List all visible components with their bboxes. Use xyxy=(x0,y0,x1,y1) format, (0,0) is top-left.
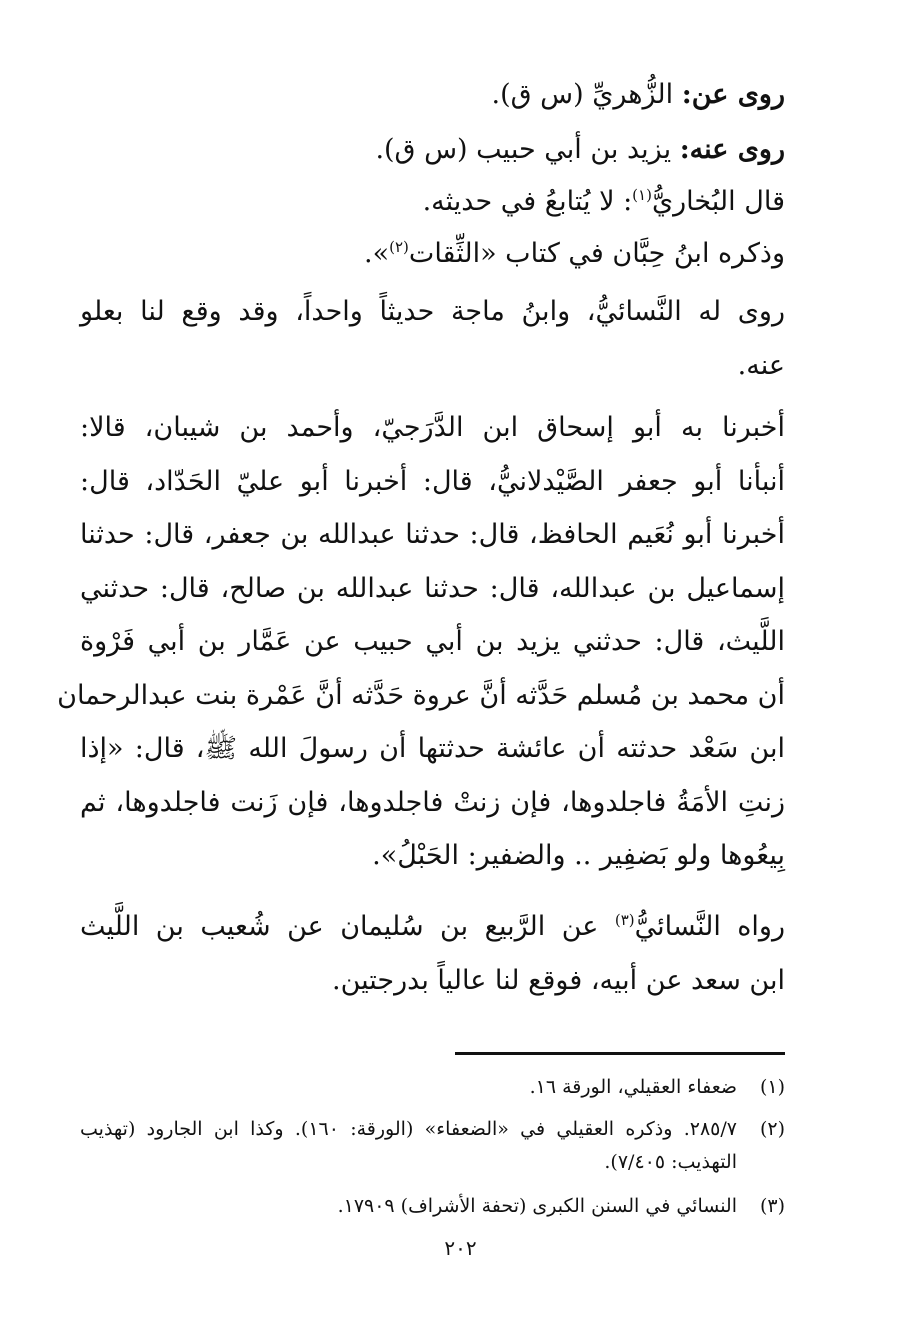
narrated-by-line xyxy=(375,130,785,170)
footnote-line: ضعفاء العقيلي، الورقة ١٦. xyxy=(529,1076,737,1098)
bukhari-line xyxy=(423,182,785,222)
hadith-line: اللَّيث، قال: حدثني يزيد بن أبي حبيب عن عَمَّار بن أبي فَرْوة xyxy=(80,626,785,657)
bukhari-text-before: قال البُخاريُّ xyxy=(651,186,785,217)
hadith-line: أخبرنا به أبو إسحاق ابن الدَّرَجيّ، وأحمد بن شيبان، قالا: xyxy=(80,412,785,443)
footnote-number: (٢) xyxy=(759,1118,785,1140)
ibn-hibban-text-before: وذكره ابنُ حِبَّان في كتاب «الثِّقات xyxy=(408,238,785,269)
footnote-2 xyxy=(80,1113,785,1179)
footnote-text xyxy=(80,1190,737,1223)
riwaya-line: ابن سعد عن أبيه، فوقع لنا عالياً بدرجتين. xyxy=(331,964,785,996)
narrated-from-value: الزُّهريِّ (س ق). xyxy=(491,79,674,110)
footnote-text xyxy=(80,1113,737,1179)
narrated-by-authors-paragraph xyxy=(80,285,785,392)
hadith-line: أن محمد بن مُسلم حَدَّثه أنَّ عروة حَدَّثه أنَّ عَمْرة بنت عبدالرحمان xyxy=(57,679,785,711)
footnote-line: التهذيب: ٧/٤٠٥). xyxy=(604,1151,737,1173)
narrated-from-line xyxy=(492,75,785,115)
hadith-line: بِيعُوها ولو بَضفِير .. والضفير: الحَبْلُ». xyxy=(372,840,785,871)
riwaya-paragraph xyxy=(80,900,785,1007)
footnote-3 xyxy=(80,1190,785,1223)
hadith-paragraph xyxy=(57,401,785,883)
narrated-by-label: روى عنه: xyxy=(679,134,785,165)
footnote-line: ٢٨٥/٧. وذكره العقيلي في «الضعفاء» (الورقة: ١٦٠). وكذا ابن الجارود (تهذيب xyxy=(80,1118,737,1140)
footnote-marker-2: (٢) xyxy=(389,238,409,256)
page-number: ٢٠٢ xyxy=(444,1236,477,1260)
footnote-number: (١) xyxy=(759,1076,785,1098)
paragraph-line: عنه. xyxy=(737,349,785,381)
narrated-by-value: يزيد بن أبي حبيب (س ق). xyxy=(375,134,672,165)
footnote-line: النسائي في السنن الكبرى (تحفة الأشراف) ١٧٩٠٩. xyxy=(337,1195,737,1217)
hadith-line: أنبأنا أبو جعفر الصَّيْدلانيُّ، قال: أخبرنا أبو عليّ الحَدّاد، قال: xyxy=(80,465,785,497)
paragraph-line: روى له النَّسائيُّ، وابنُ ماجة حديثاً واحداً، وقد وقع لنا بعلو xyxy=(80,296,785,327)
hadith-line: ابن سَعْد حدثته أن عائشة حدثتها أن رسولَ الله ﷺ، قال: «إذا xyxy=(80,733,785,764)
footnote-marker-1: (١) xyxy=(632,186,652,204)
ibn-hibban-text-after: ». xyxy=(364,238,390,269)
riwaya-text-after: عن الرَّبيع بن سُليمان عن شُعيب بن اللَّيث xyxy=(80,911,615,942)
hadith-line: أخبرنا أبو نُعَيم الحافظ، قال: حدثنا عبدالله بن جعفر، قال: حدثنا xyxy=(80,519,785,550)
footnote-1 xyxy=(80,1071,785,1104)
footnote-marker-3: (٣) xyxy=(614,911,635,929)
hadith-line: زنتِ الأمَةُ فاجلدوها، فإن زنتْ فاجلدوها، فإن زَنت فاجلدوها، ثم xyxy=(80,786,785,818)
footnote-separator xyxy=(455,1052,785,1055)
footnote-text xyxy=(80,1071,737,1104)
riwaya-line xyxy=(80,900,785,954)
ibn-hibban-line xyxy=(364,234,785,274)
bukhari-text-after: : لا يُتابعُ في حديثه. xyxy=(422,186,633,217)
footnote-number: (٣) xyxy=(759,1195,785,1217)
riwaya-text-before: رواه النَّسائيُّ xyxy=(634,911,786,942)
narrated-from-label: روى عن: xyxy=(681,79,785,110)
hadith-line: إسماعيل بن عبدالله، قال: حدثنا عبدالله بن صالح، قال: حدثني xyxy=(80,572,785,604)
